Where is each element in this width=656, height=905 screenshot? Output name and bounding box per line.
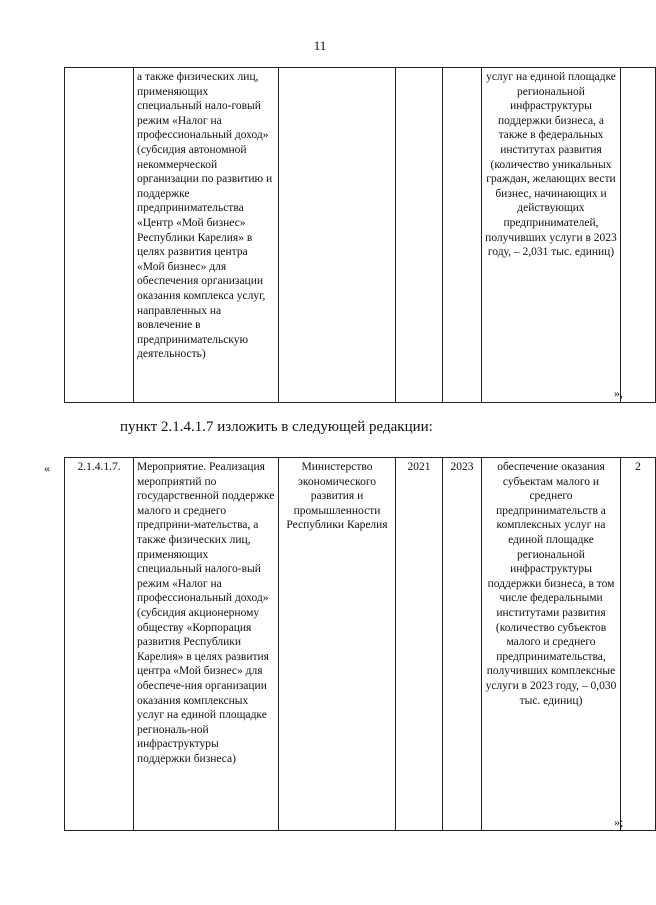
closing-quote-mark: »;: [614, 815, 624, 829]
cell-indicator: услуг на единой площадке региональной инфраструктуры поддержки бизнеса, а также в федеральных институтах развития (количество уникальных граждан, желающих вести бизнес, начинающих и действующих предпринимателей, получивших услуги в 2023 году, – 2,031 тыс. единиц): [482, 68, 621, 403]
cell-year-end: 2023: [443, 458, 482, 831]
opening-quote-mark: «: [44, 461, 50, 475]
program-table-new-edition: [64, 457, 656, 831]
cell-code: 2: [621, 458, 656, 831]
cell-year-start: 2021: [396, 458, 443, 831]
cell-activity-name: а также физических лиц, применяющих специальный нало-говый режим «Налог на профессиональный доход» (субсидия автономной некоммерческой организации по развитию и поддержке предпринимательства «Центр «Мой бизнес» Республики Карелия» в целях развития центра «Мой бизнес» для обеспечения организации оказания комплекса услуг, направленных на вовлечение в предпринимательскую деятельность): [134, 68, 279, 403]
program-table-continued: [64, 67, 656, 403]
cell-number: 2.1.4.1.7.: [65, 458, 134, 831]
cell-indicator: обеспечение оказания субъектам малого и среднего предпринимательств а комплексных услуг на единой площадке региональной инфраструктуры поддержки бизнеса, в том числе федеральными институтами развития (количество субъектов малого и среднего предпринимательства, получивших комплексные услуги в 2023 году, – 0,030 тыс. единиц): [482, 458, 621, 831]
cell-executor: [279, 68, 396, 403]
cell-number: [65, 68, 134, 403]
cell-code: [621, 68, 656, 403]
cell-year-end: [443, 68, 482, 403]
table-row: [65, 458, 656, 831]
cell-executor: Министерство экономического развития и промышленности Республики Карелия: [279, 458, 396, 831]
cell-activity-name: Мероприятие. Реализация мероприятий по государственной поддержке малого и среднего предприни-мательства, а также физических лиц, применяющих специальный налого-вый режим «Налог на профессиональный доход» (субсидия акционерному обществу «Корпорация развития Республики Карелия» в целях развития центра «Мой бизнес» для обеспече-ния организации оказания комплексных услуг на единой площадке региональ-ной инфраструктуры поддержки бизнеса): [134, 458, 279, 831]
table-row: [65, 68, 656, 403]
amendment-instruction: пункт 2.1.4.1.7 изложить в следующей редакции:: [120, 419, 433, 435]
cell-year-start: [396, 68, 443, 403]
page-number: 11: [313, 38, 327, 53]
closing-quote-mark: »,: [614, 386, 623, 400]
